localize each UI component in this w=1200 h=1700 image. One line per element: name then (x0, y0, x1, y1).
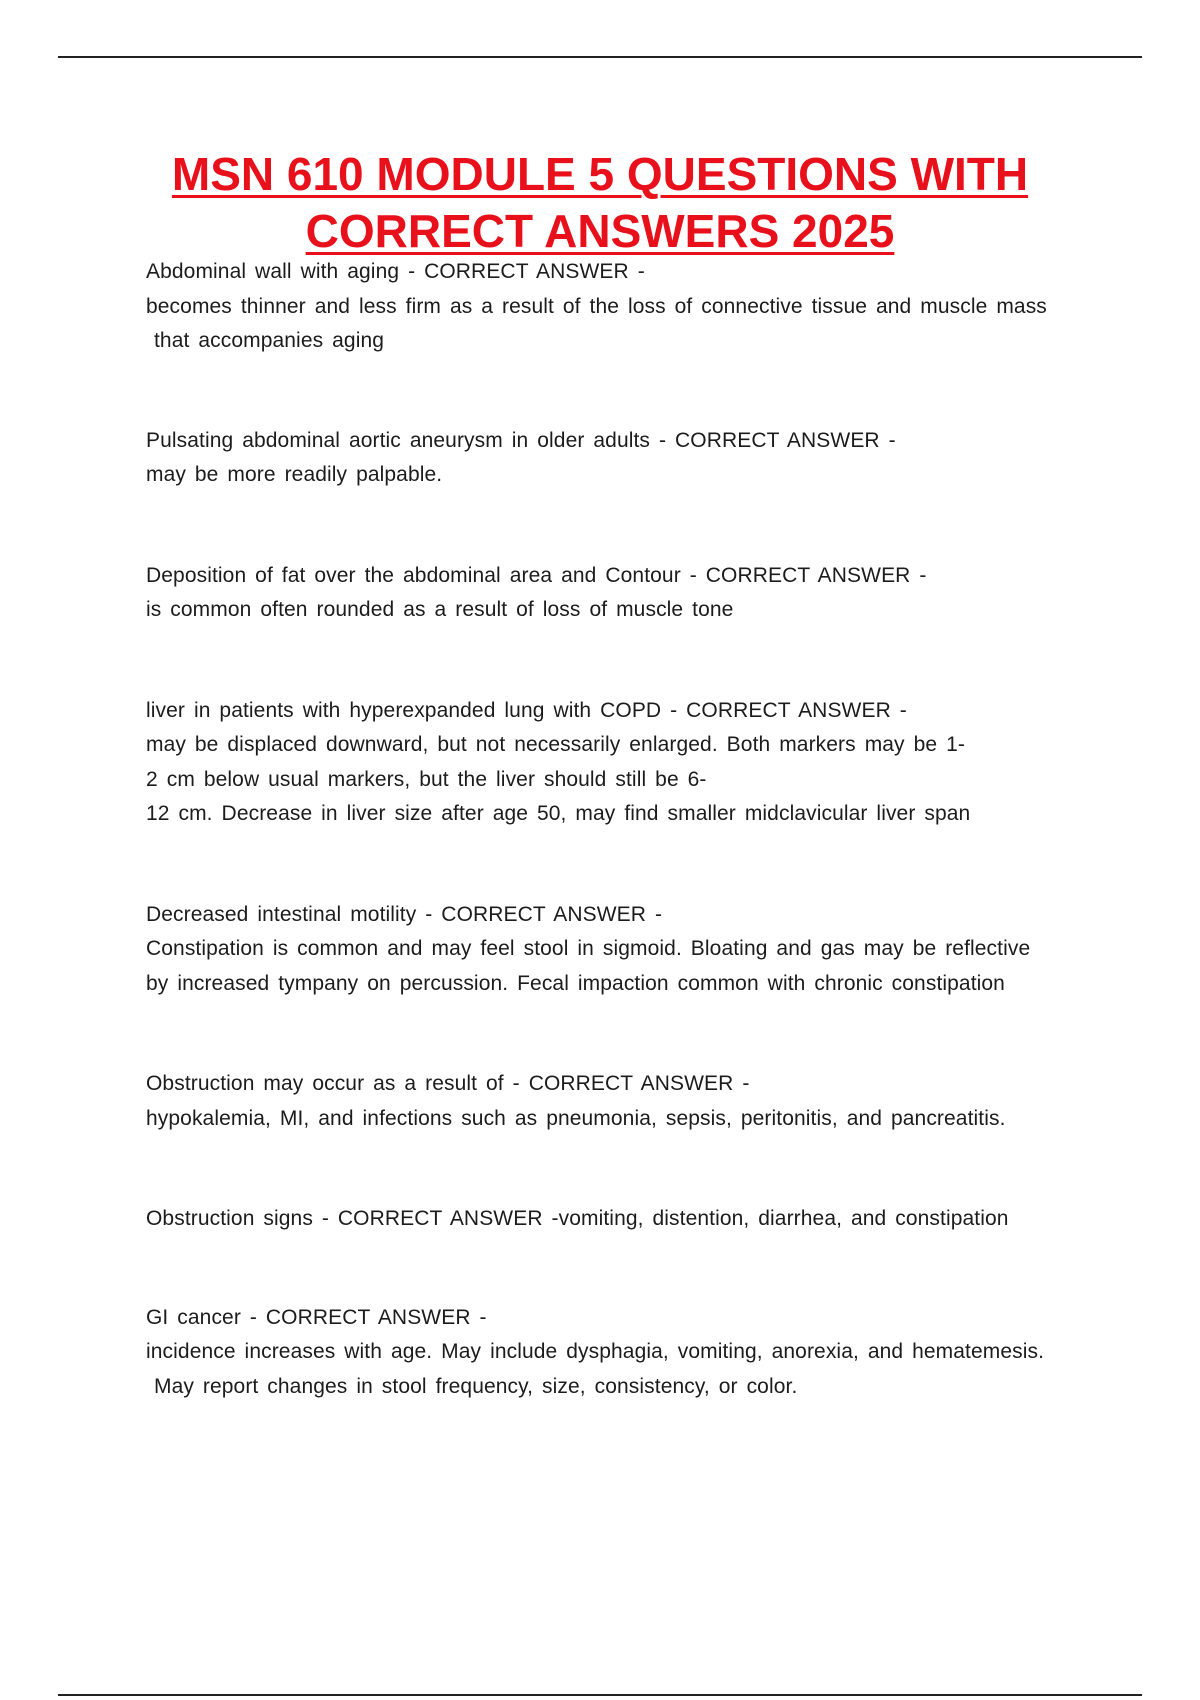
qa-answer: becomes thinner and less firm as a result of the loss of connective tissue and muscle mass (146, 294, 1047, 318)
qa-question: Decreased intestinal motility - CORRECT ANSWER - (146, 902, 663, 926)
qa-question-answer: Obstruction signs - CORRECT ANSWER -vomiting, distention, diarrhea, and constipation (146, 1207, 1009, 1230)
qa-item-fat-deposition (146, 559, 1086, 628)
qa-item-liver-copd (146, 694, 1086, 832)
qa-item-abdominal-wall (146, 255, 1086, 359)
qa-item-intestinal-motility (146, 898, 1086, 1002)
qa-question: GI cancer - CORRECT ANSWER - (146, 1305, 487, 1329)
qa-item-obstruction-signs (146, 1202, 1086, 1237)
qa-answer-cont: 12 cm. Decrease in liver size after age 50, may find smaller midclavicular liver span (146, 802, 971, 825)
qa-answer: may be displaced downward, but not necessarily enlarged. Both markers may be 1- (146, 733, 965, 756)
qa-question: Pulsating abdominal aortic aneurysm in older adults - CORRECT ANSWER - (146, 428, 896, 452)
top-rule (58, 56, 1142, 58)
qa-answer-cont: May report changes in stool frequency, size, consistency, or color. (154, 1374, 798, 1398)
qa-answer: hypokalemia, MI, and infections such as pneumonia, sepsis, peritonitis, and pancreatitis. (146, 1106, 1006, 1130)
qa-item-gi-cancer (146, 1301, 1086, 1405)
qa-item-aortic-aneurysm (146, 424, 1086, 493)
qa-answer: Constipation is common and may feel stool in sigmoid. Bloating and gas may be reflective (146, 937, 1031, 960)
bottom-rule (58, 1694, 1142, 1696)
qa-answer: is common often rounded as a result of loss of muscle tone (146, 598, 734, 621)
qa-answer-cont: that accompanies aging (154, 329, 385, 352)
title-line-1: MSN 610 MODULE 5 QUESTIONS WITH (171, 148, 1029, 200)
qa-answer: may be more readily palpable. (146, 463, 443, 486)
title-line-2: CORRECT ANSWERS 2025 (305, 205, 895, 257)
qa-question: Obstruction may occur as a result of - CORRECT ANSWER - (146, 1072, 750, 1095)
qa-question: Abdominal wall with aging - CORRECT ANSWER - (146, 260, 645, 283)
qa-question: liver in patients with hyperexpanded lung with COPD - CORRECT ANSWER - (146, 698, 907, 722)
document-title (60, 146, 1140, 260)
qa-question: Deposition of fat over the abdominal area and Contour - CORRECT ANSWER - (146, 563, 927, 587)
qa-content (146, 255, 1086, 1404)
qa-answer: incidence increases with age. May include dysphagia, vomiting, anorexia, and hematemesis. (146, 1340, 1045, 1363)
qa-answer-cont: by increased tympany on percussion. Fecal impaction common with chronic constipation (146, 971, 1005, 995)
qa-answer-cont: 2 cm below usual markers, but the liver should still be 6- (146, 767, 707, 791)
qa-item-obstruction-causes (146, 1067, 1086, 1136)
